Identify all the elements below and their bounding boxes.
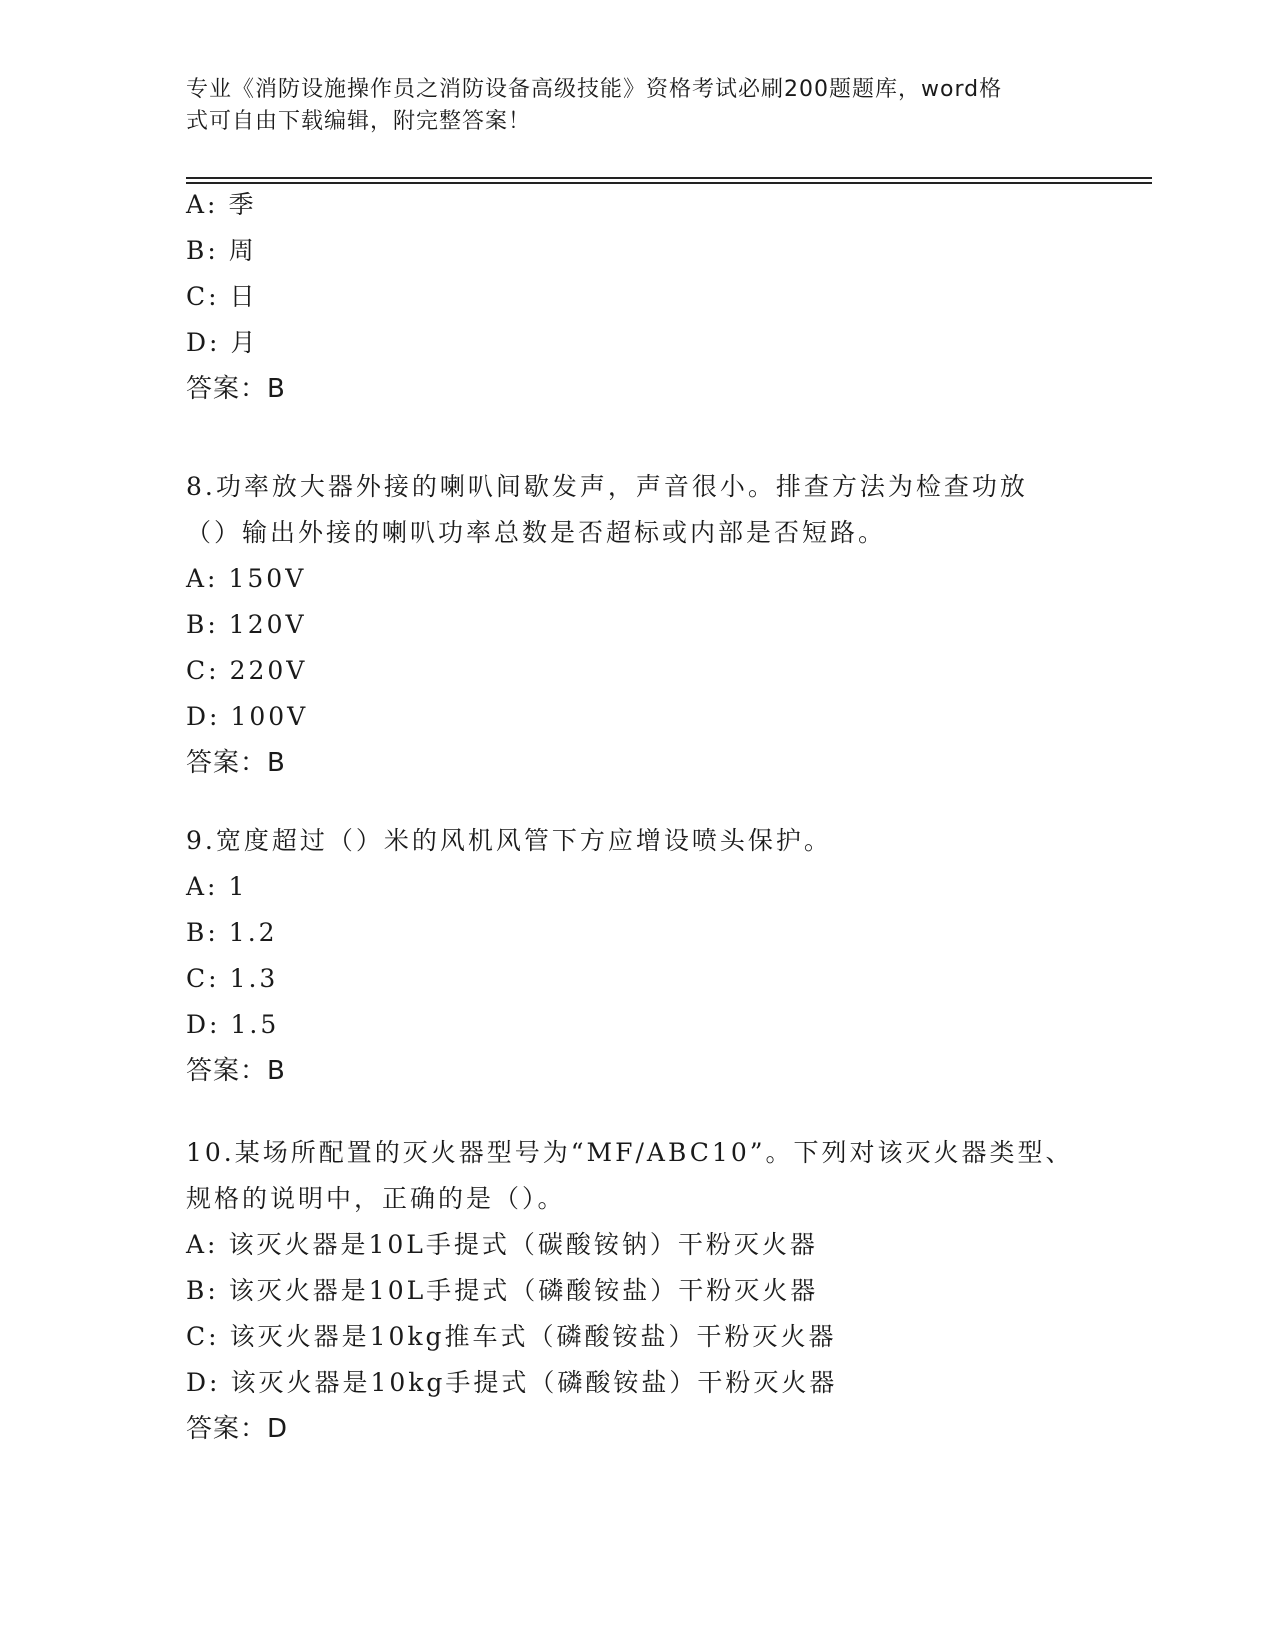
option-b: B: 该灭火器是10L手提式（磷酸铵盐）干粉灭火器 (186, 1276, 819, 1305)
answer-line: 答案：B (186, 374, 286, 404)
option-a: A: 1 (186, 872, 248, 901)
document-header (186, 74, 1086, 138)
question-8-block (186, 464, 1086, 786)
question-text-line-1: 8.功率放大器外接的喇叭间歇发声，声音很小。排查方法为检查功放 (186, 472, 1028, 501)
option-c: C: 日 (186, 282, 258, 311)
question-text-line-2: （）输出外接的喇叭功率总数是否超标或内部是否短路。 (186, 518, 887, 547)
answer-line: 答案：B (186, 748, 286, 778)
option-a: A: 该灭火器是10L手提式（碳酸铵钠）干粉灭火器 (186, 1230, 818, 1259)
option-d: D: 月 (186, 328, 259, 357)
question-9-block (186, 818, 1086, 1094)
option-b: B: 1.2 (186, 918, 278, 947)
answer-line: 答案：B (186, 1056, 286, 1086)
question-text-line-1: 10.某场所配置的灭火器型号为“MF/ABC10”。下列对该灭火器类型、 (186, 1138, 1074, 1167)
header-divider-top (186, 177, 1152, 179)
option-a: A: 季 (186, 190, 257, 219)
question-7-block (186, 182, 1086, 412)
question-text-line-1: 9.宽度超过（）米的风机风管下方应增设喷头保护。 (186, 826, 832, 855)
option-d: D: 1.5 (186, 1010, 280, 1039)
header-line-1: 专业《消防设施操作员之消防设备高级技能》资格考试必刷200题题库，word格 (186, 77, 1003, 102)
option-b: B: 周 (186, 236, 257, 265)
option-d: D: 100V (186, 702, 309, 731)
option-d: D: 该灭火器是10kg手提式（磷酸铵盐）干粉灭火器 (186, 1368, 838, 1397)
question-text-line-2: 规格的说明中，正确的是（）。 (186, 1184, 566, 1213)
option-c: C: 220V (186, 656, 308, 685)
option-a: A: 150V (186, 564, 307, 593)
header-line-2: 式可自由下载编辑，附完整答案！ (186, 109, 532, 134)
option-c: C: 1.3 (186, 964, 279, 993)
answer-line: 答案：D (186, 1414, 289, 1444)
question-10-block (186, 1130, 1086, 1452)
option-b: B: 120V (186, 610, 307, 639)
option-c: C: 该灭火器是10kg推车式（磷酸铵盐）干粉灭火器 (186, 1322, 837, 1351)
